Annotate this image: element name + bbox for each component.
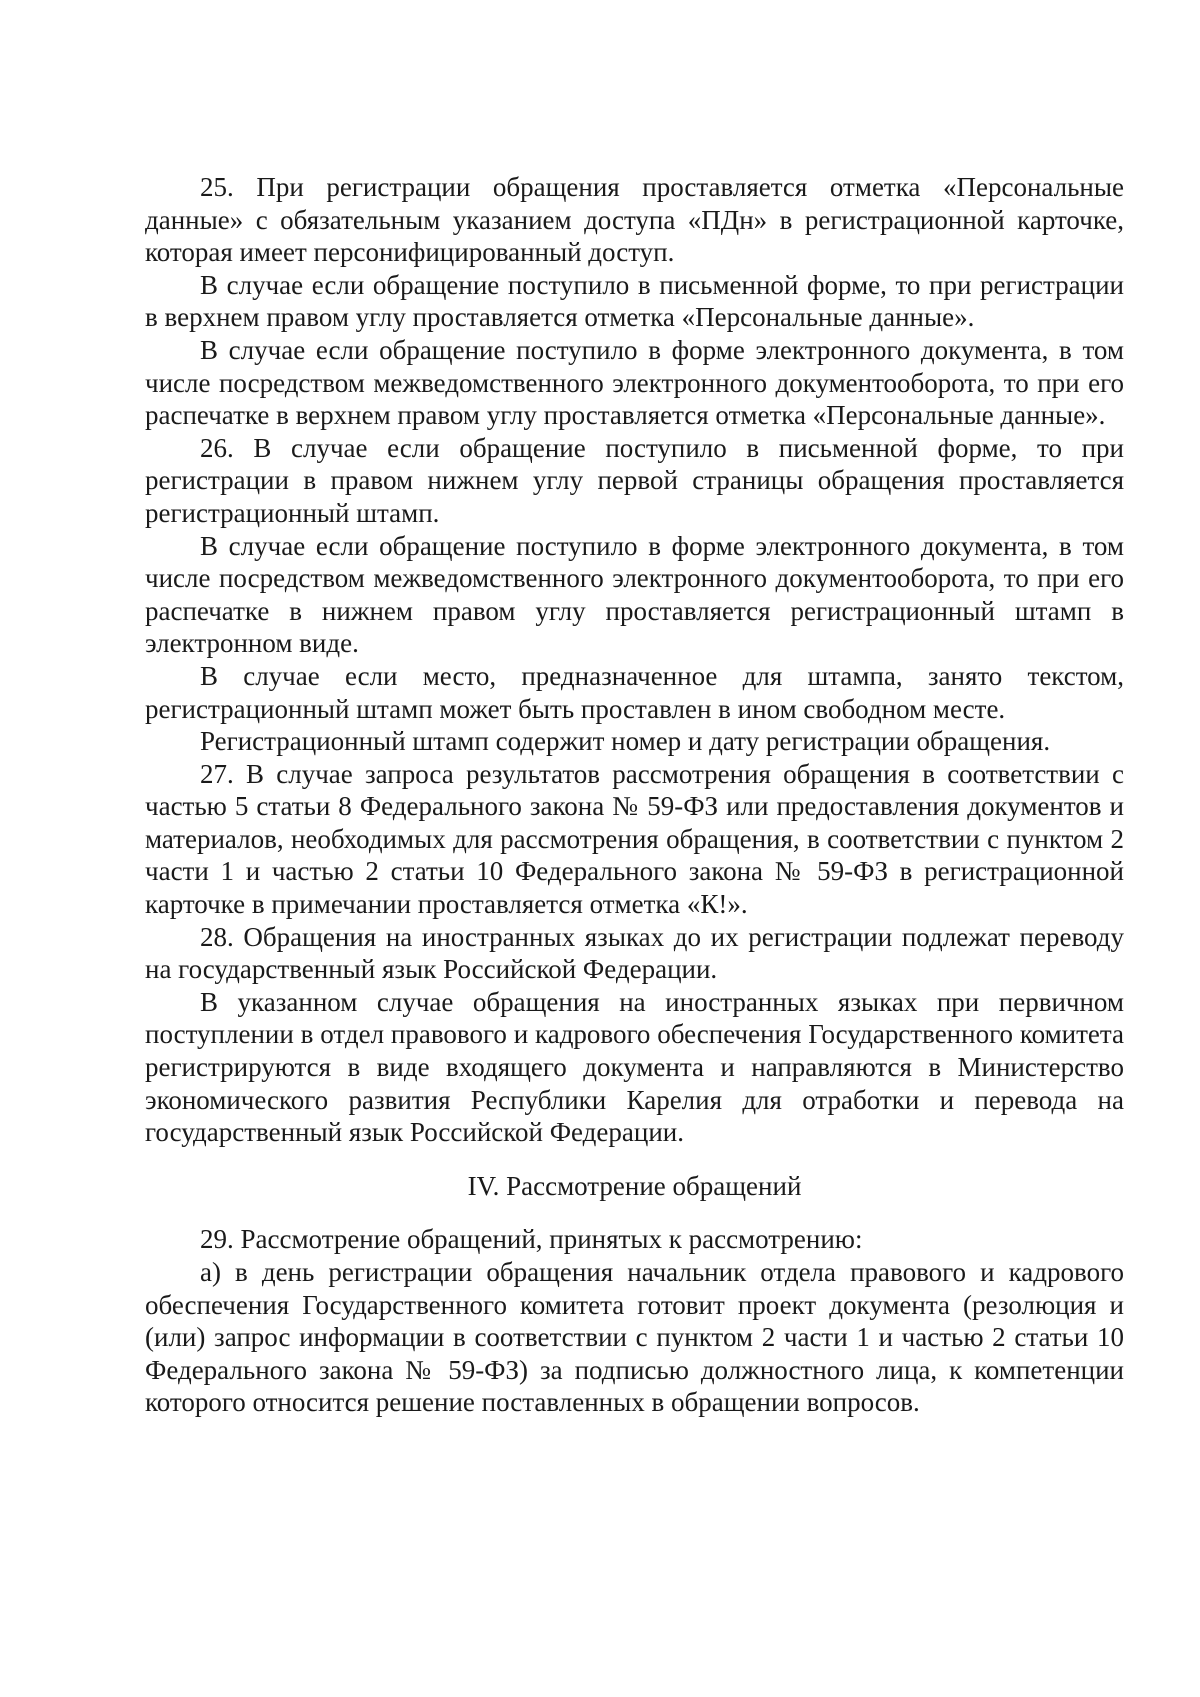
paragraph-26-stamp-place: В случае если место, предназначенное для штампа, занято текстом, регистрационный штамп может быть проставлен в ином свободном месте. [145, 660, 1124, 724]
paragraph-26-stamp-content: Регистрационный штамп содержит номер и дату регистрации обращения. [200, 726, 1051, 757]
paragraph-25: 25. При регистрации обращения проставляется отметка «Персональные данные» с обязательным указанием доступа «ПДн» в регистрационной карточке, которая имеет персонифицированный доступ. [145, 172, 1124, 268]
paragraph-27: 27. В случае запроса результатов рассмотрения обращения в соответствии с частью 5 статьи 8 Федерального закона № 59-ФЗ или предоставления документов и материалов, необходимых для рассмотрения обращения, в соответствии с пунктом 2 части 1 и частью 2 статьи 10 Федерального закона № 59-ФЗ в регистрационной карточке в примечании проставляется отметка «К!». [145, 758, 1124, 920]
paragraph-28: 28. Обращения на иностранных языках до их регистрации подлежат переводу на государственный язык Российской Федерации. [145, 921, 1124, 985]
paragraph-25-electronic-form: В случае если обращение поступило в форме электронного документа, в том числе посредством межведомственного электронного документооборота, то при его распечатке в верхнем правом углу проставляется отметка «Персональные данные». [145, 334, 1124, 431]
paragraph-26-electronic-form: В случае если обращение поступило в форме электронного документа, в том числе посредством межведомственного электронного документооборота, то при его распечатке в нижнем правом углу проставляется регистрационный штамп в электронном виде. [145, 530, 1124, 659]
document-page [145, 171, 1124, 1419]
paragraph-26: 26. В случае если обращение поступило в письменной форме, то при регистрации в правом нижнем углу первой страницы обращения проставляется регистрационный штамп. [145, 432, 1124, 528]
paragraph-25-written-form: В случае если обращение поступило в письменной форме, то при регистрации в верхнем правом углу проставляется отметка «Персональные данные». [145, 269, 1124, 333]
paragraph-29-a: а) в день регистрации обращения начальник отдела правового и кадрового обеспечения Государственного комитета готовит проект документа (резолюция и (или) запрос информации в соответствии с пунктом 2 части 1 и частью 2 статьи 10 Федерального закона № 59-ФЗ) за подписью должностного лица, к компетенции которого относится решение поставленных в обращении вопросов. [145, 1257, 1124, 1418]
section-heading: IV. Рассмотрение обращений [467, 1170, 802, 1201]
paragraph-28-translation: В указанном случае обращения на иностранных языках при первичном поступлении в отдел правового и кадрового обеспечения Государственного комитета регистрируются в виде входящего документа и направляются в Министерство экономического развития Республики Карелия для отработки и перевода на государственный язык Российской Федерации. [145, 986, 1124, 1148]
paragraph-29: 29. Рассмотрение обращений, принятых к рассмотрению: [200, 1224, 863, 1255]
